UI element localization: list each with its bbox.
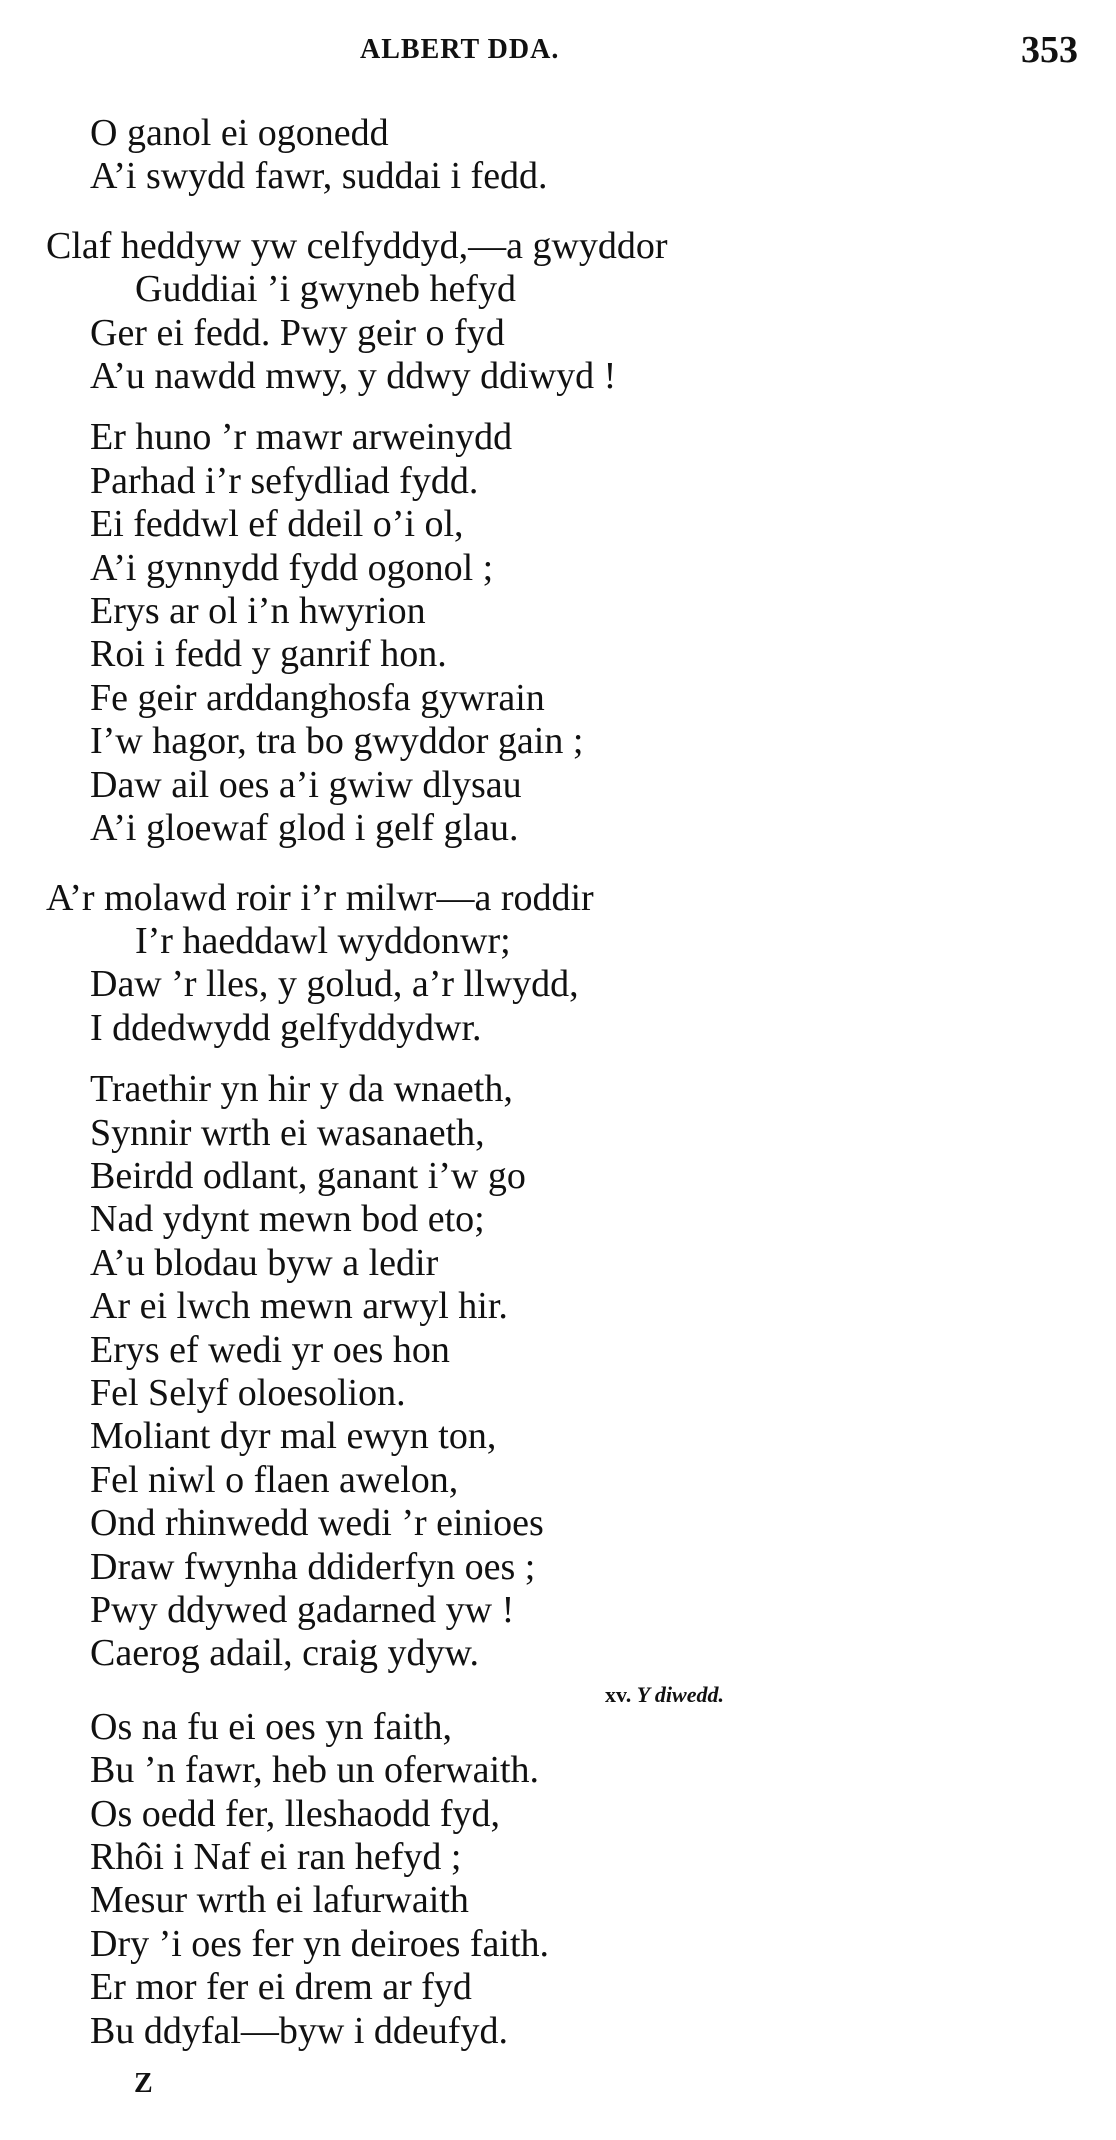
poem-line: Synnir wrth ei wasanaeth, xyxy=(90,1111,485,1154)
poem-line: Ar ei lwch mewn arwyl hir. xyxy=(90,1285,508,1328)
poem-line: Rhôi i Naf ei ran hefyd ; xyxy=(90,1836,462,1879)
stanza-4 xyxy=(0,877,1116,1051)
poem-line: I’w hagor, tra bo gwyddor gain ; xyxy=(90,720,584,763)
poem-line: Caerog adail, craig ydyw. xyxy=(90,1632,479,1675)
poem-line: Pwy ddywed gadarned yw ! xyxy=(90,1589,515,1631)
poem-line: I’r haeddawl wyddonwr; xyxy=(135,919,511,962)
poem-line: Daw ail oes a’i gwiw dlysau xyxy=(90,763,522,806)
poem-line: I ddedwydd gelfyddydwr. xyxy=(90,1006,482,1049)
poem-line: Traethir yn hir y da wnaeth, xyxy=(90,1068,513,1111)
poem-line: Os oedd fer, lleshaodd fyd, xyxy=(90,1792,501,1835)
poem-line: Os na fu ei oes yn faith, xyxy=(90,1705,452,1748)
stanza-6 xyxy=(0,1706,1116,2053)
stanza-3 xyxy=(0,416,1116,850)
poem-line: Moliant dyr mal ewyn ton, xyxy=(90,1415,497,1458)
poem-line: Parhad i’r sefydliad fydd. xyxy=(90,459,479,502)
poem-line: Fel niwl o flaen awelon, xyxy=(90,1458,459,1501)
poem-line: Mesur wrth ei lafurwaith xyxy=(90,1879,469,1922)
poem-line: Ger ei fedd. Pwy geir o fyd xyxy=(90,311,505,354)
poem-line: A’i swydd fawr, suddai i fedd. xyxy=(90,155,548,198)
poem-line: A’u blodau byw a ledir xyxy=(90,1241,439,1284)
poem-body xyxy=(0,112,1116,2053)
stanza-gap xyxy=(0,1050,1116,1068)
stanza-1 xyxy=(0,112,1116,199)
poem-line: A’i gloewaf glod i gelf glau. xyxy=(90,807,519,850)
poem-line: Fe geir arddanghosfa gywrain xyxy=(90,676,545,719)
section-number: xv. xyxy=(605,1681,632,1707)
poem-line: A’i gynnydd fydd ogonol ; xyxy=(90,546,494,589)
poem-line: Bu ’n fawr, heb un oferwaith. xyxy=(90,1749,540,1792)
poem-line: Bu ddyfal—byw i ddeufyd. xyxy=(90,2009,508,2052)
poem-line: Erys ef wedi yr oes hon xyxy=(90,1328,450,1371)
poem-line: Fel Selyf oloesolion. xyxy=(90,1371,406,1414)
poem-line: Claf heddyw yw celfyddyd,—a gwyddor xyxy=(46,224,668,267)
poem-line: Er huno ’r mawr arweinydd xyxy=(90,416,513,459)
poem-line: Dry ’i oes fer yn deiroes faith. xyxy=(90,1922,550,1965)
signature-mark: Z xyxy=(134,2068,153,2099)
poem-line: Daw ’r lles, y golud, a’r llwydd, xyxy=(90,963,579,1006)
stanza-gap xyxy=(0,199,1116,225)
poem-line: Guddiai ’i gwyneb hefyd xyxy=(135,268,516,311)
poem-line: Nad ydynt mewn bod eto; xyxy=(90,1198,485,1241)
poem-line: Ond rhinwedd wedi ’r einioes xyxy=(90,1502,544,1545)
poem-line: Draw fwynha ddiderfyn oes ; xyxy=(90,1545,536,1588)
stanza-gap xyxy=(0,851,1116,877)
stanza-5 xyxy=(0,1068,1116,1676)
poem-line: Ei feddwl ef ddeil o’i ol, xyxy=(90,503,464,546)
section-title: Y diwedd. xyxy=(636,1681,724,1707)
stanza-2 xyxy=(0,225,1116,399)
poem-line: O ganol ei ogonedd xyxy=(90,112,389,154)
poem-line: Roi i fedd y ganrif hon. xyxy=(90,633,447,676)
poem-line: Erys ar ol i’n hwyrion xyxy=(90,590,426,633)
poem-line: Beirdd odlant, ganant i’w go xyxy=(90,1154,526,1197)
poem-line: Er mor fer ei drem ar fyd xyxy=(90,1966,472,2009)
poem-line: A’u nawdd mwy, y ddwy ddiwyd ! xyxy=(90,355,617,398)
poem-line: A’r molawd roir i’r milwr—a roddir xyxy=(46,876,594,919)
running-title: ALBERT DDA. xyxy=(360,34,560,65)
page-number: 353 xyxy=(1021,29,1078,71)
stanza-gap xyxy=(0,398,1116,416)
